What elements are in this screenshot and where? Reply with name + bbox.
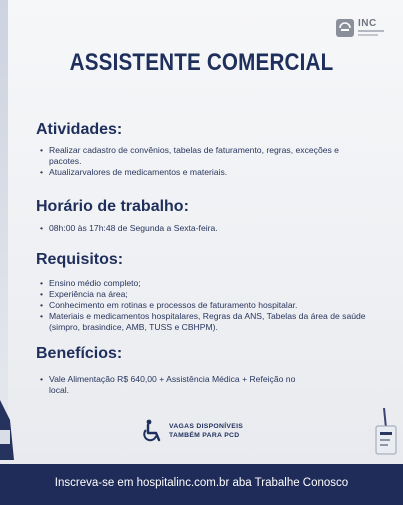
list-item: • Conhecimento em rotinas e processos de faturamento hospitalar. (40, 300, 370, 311)
pcd-label: VAGAS DISPONÍVEIS TAMBÉM PARA PCD (169, 423, 244, 439)
list-item: • Materiais e medicamentos hospitalares, Regras da ANS, Tabelas da área de saúde (simpro, brasindice, AMB, TUSS e CBHPM). (40, 311, 370, 333)
list-item: • Ensino médio completo; (40, 278, 370, 289)
section-heading-atividades: Atividades: (36, 121, 123, 138)
wheelchair-icon (143, 419, 165, 443)
pcd-badge (143, 419, 283, 443)
lanyard-badge-right-icon (370, 408, 400, 464)
section-heading-horario: Horário de trabalho: (36, 198, 189, 215)
list-beneficios (40, 374, 300, 396)
list-requisitos (40, 278, 370, 333)
lanyard-badge-left-icon (0, 400, 14, 460)
left-decorative-stripe (0, 0, 8, 440)
list-item: • Atualizarvalores de medicamentos e materiais. (40, 167, 370, 178)
list-horario (40, 223, 370, 234)
logo-text: INC (358, 18, 377, 29)
section-heading-requisitos: Requisitos: (36, 251, 124, 268)
list-item: • 08h:00 às 17h:48 de Segunda a Sexta-feira. (40, 223, 370, 234)
footer-cta: Inscreva-se em hospitalinc.com.br aba Trabalhe Conosco (54, 477, 349, 489)
footer-bar (0, 464, 403, 505)
section-heading-beneficios: Benefícios: (36, 345, 123, 362)
inc-logo (336, 17, 386, 39)
list-item: • Realizar cadastro de convênios, tabelas de faturamento, regras, exceções e pacotes. (40, 145, 370, 167)
job-title: ASSISTENTE COMERCIAL (69, 49, 334, 76)
list-item: • Vale Alimentação R$ 640,00 + Assistência Médica + Refeição no local. (40, 374, 300, 396)
logo-mark-icon (336, 19, 354, 37)
list-atividades (40, 145, 370, 178)
list-item: • Experiência na área; (40, 289, 370, 300)
